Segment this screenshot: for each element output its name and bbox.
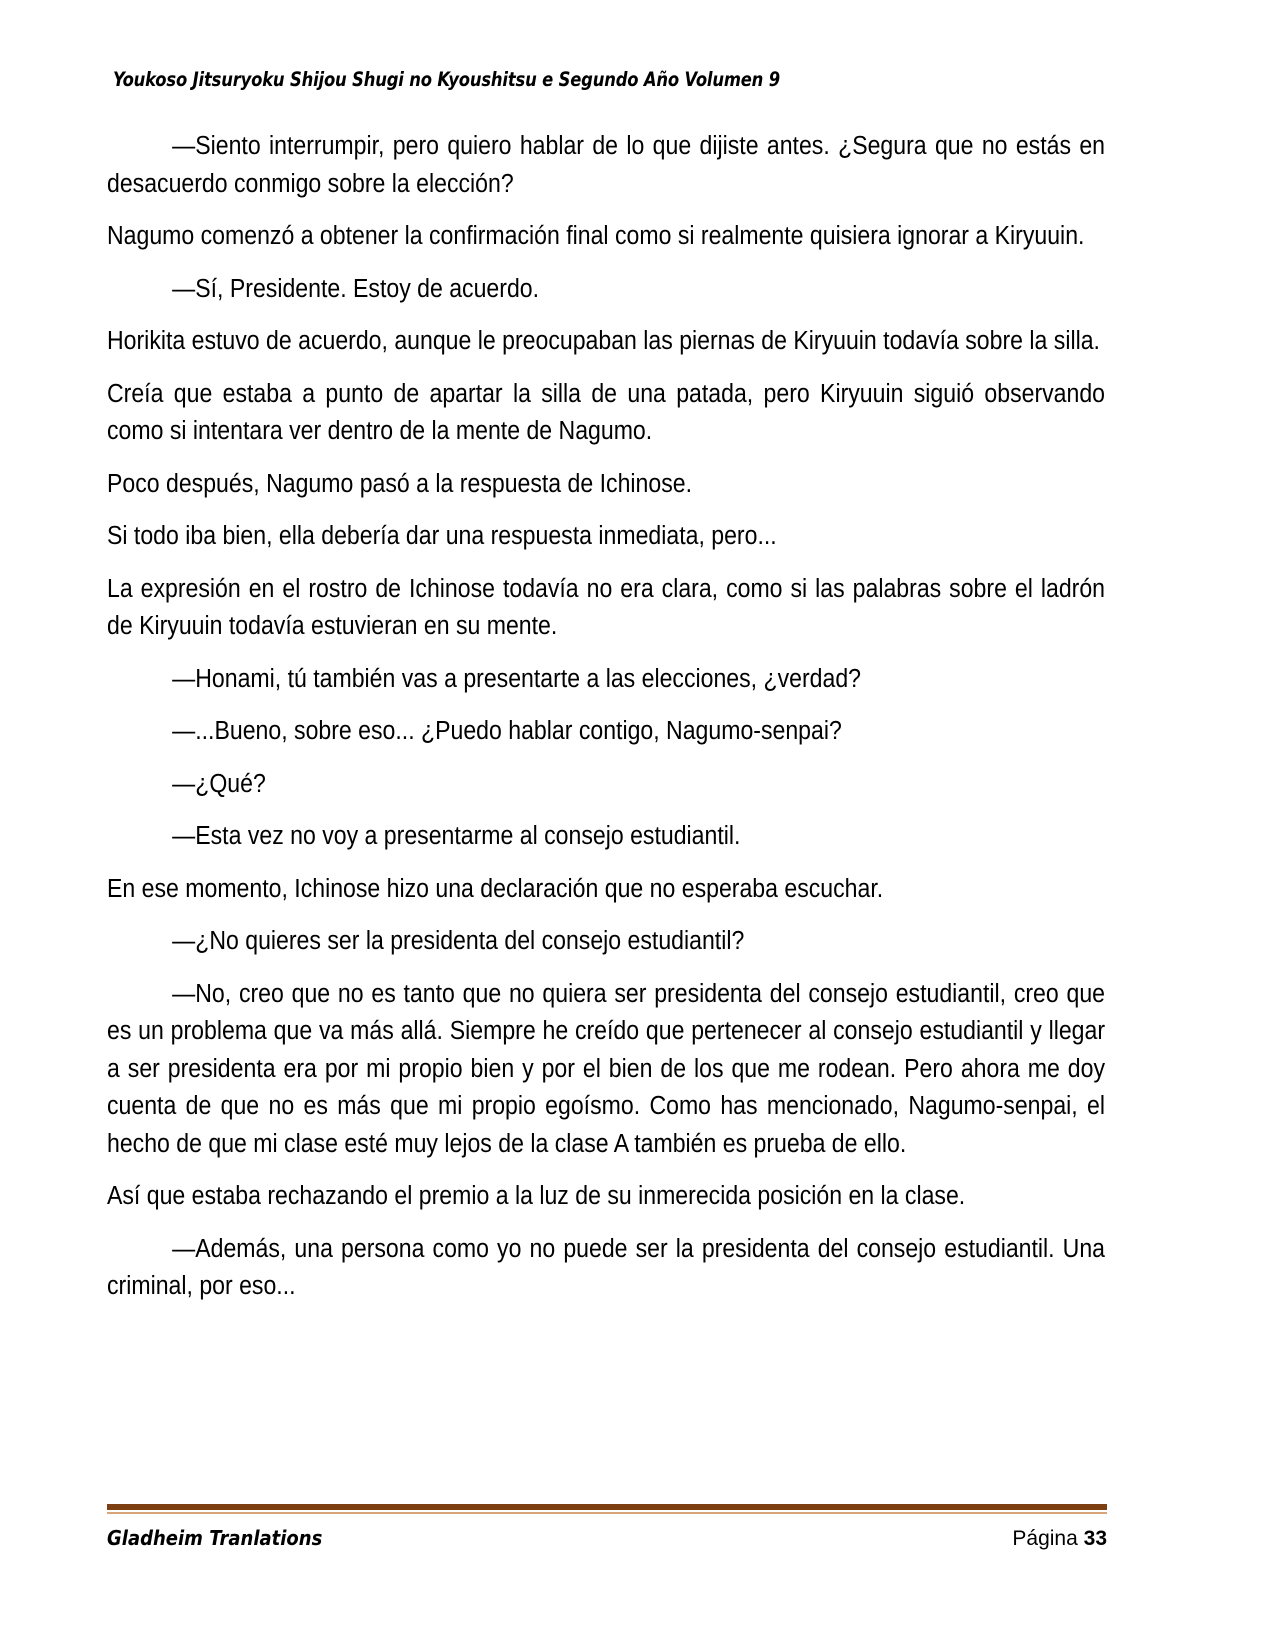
body-paragraph: —Además, una persona como yo no puede ser la presidenta del consejo estudiantil. Una criminal, por eso... (107, 1234, 1106, 1300)
footer-page-label: Página (1012, 1527, 1078, 1550)
footer-translator-credit: Gladheim Tranlations (107, 1526, 323, 1550)
page-header (113, 68, 1113, 91)
body-paragraph: —Esta vez no voy a presentarme al consejo estudiantil. (172, 822, 741, 850)
body-paragraph: En ese momento, Ichinose hizo una declaración que no esperaba escuchar. (107, 874, 884, 903)
footer-page-number: 33 (1083, 1527, 1107, 1550)
body-paragraph: Así que estaba rechazando el premio a la luz de su inmerecida posición en la clase. (107, 1182, 966, 1210)
body-paragraph: Nagumo comenzó a obtener la confirmación final como si realmente quisiera ignorar a Kiryuuin. (107, 222, 1085, 250)
body-paragraph: —Sí, Presidente. Estoy de acuerdo. (172, 274, 540, 303)
header-title: Youkoso Jitsuryoku Shijou Shugi no Kyoushitsu e Segundo Año Volumen 9 (113, 68, 780, 91)
footer-row (107, 1526, 1107, 1551)
body-paragraph: Creía que estaba a punto de apartar la silla de una patada, pero Kiryuuin siguió observando como si intentara ver dentro de la mente de Nagumo. (107, 379, 1106, 445)
body-paragraph: —Siento interrumpir, pero quiero hablar de lo que dijiste antes. ¿Segura que no estás en desacuerdo conmigo sobre la elección? (107, 132, 1106, 198)
body-paragraph: Horikita estuvo de acuerdo, aunque le preocupaban las piernas de Kiryuuin todavía sobre la silla. (107, 327, 1100, 355)
body-paragraph: —¿No quieres ser la presidenta del consejo estudiantil? (172, 927, 745, 955)
page-body (107, 128, 1105, 1306)
body-paragraph: Poco después, Nagumo pasó a la respuesta de Ichinose. (107, 469, 693, 498)
body-paragraph: —¿Qué? (172, 769, 266, 798)
page-footer (107, 1504, 1107, 1551)
body-paragraph: —No, creo que no es tanto que no quiera ser presidenta del consejo estudiantil, creo que es un problema que va más allá. Siempre he creído que pertenecer al consejo estudiantil y llegar a ser presidenta era por mi propio bien y por el bien de los que me rodean. Pero ahora me doy cuenta de que no es más que mi propio egoísmo. Como has mencionado, Nagumo-senpai, el hecho de que mi clase esté muy lejos de la clase A también es prueba de ello. (107, 979, 1106, 1158)
footer-page-indicator (1012, 1527, 1107, 1551)
body-paragraph: Si todo iba bien, ella debería dar una respuesta inmediata, pero... (107, 522, 777, 550)
body-paragraph: La expresión en el rostro de Ichinose todavía no era clara, como si las palabras sobre el ladrón de Kiryuuin todavía estuvieran en su mente. (107, 574, 1106, 640)
footer-rule-thin (107, 1512, 1107, 1514)
body-paragraph: —...Bueno, sobre eso... ¿Puedo hablar contigo, Nagumo-senpai? (172, 717, 842, 745)
body-paragraph: —Honami, tú también vas a presentarte a las elecciones, ¿verdad? (172, 664, 861, 693)
